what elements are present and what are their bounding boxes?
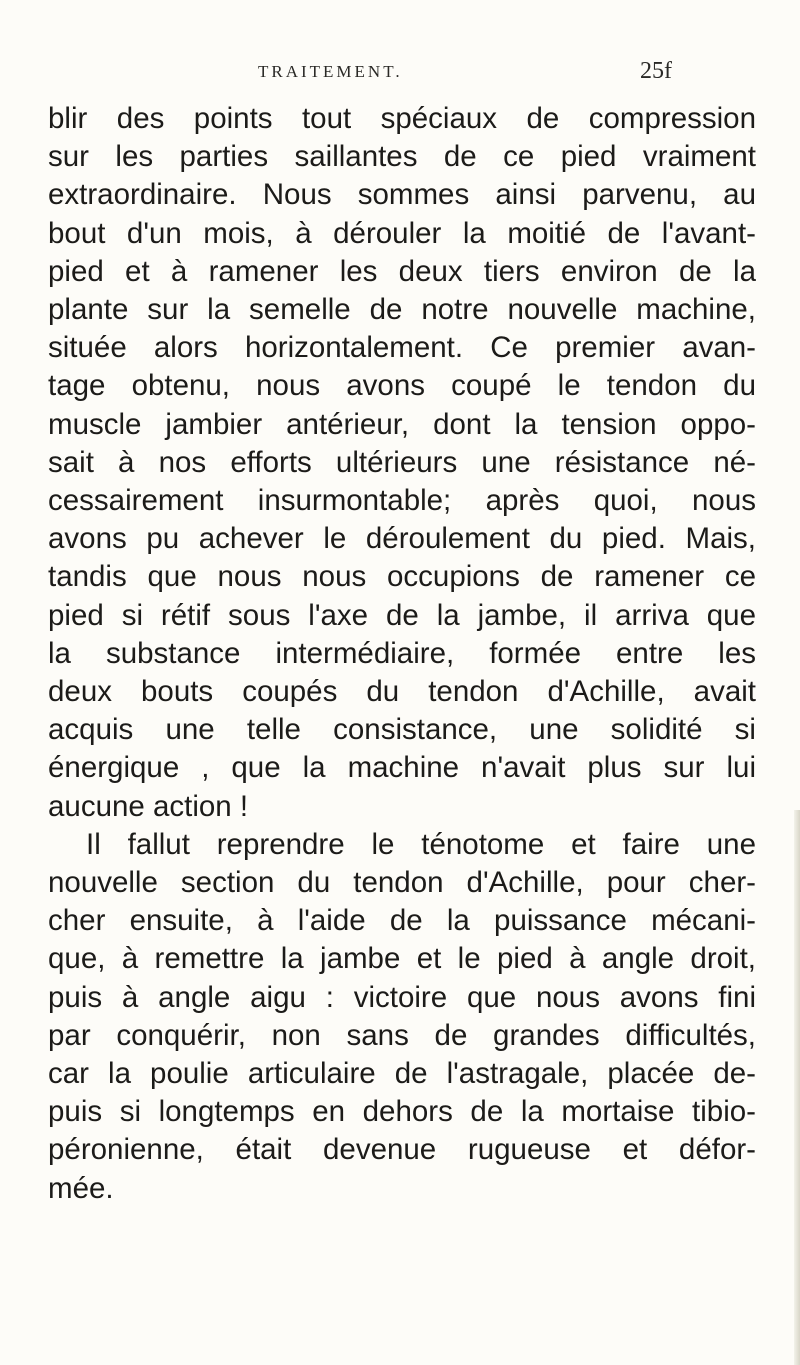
text-line: énergique , que la machine n'avait plus sur lui xyxy=(48,751,756,785)
text-line: puis si longtemps en dehors de la mortaise tibio- xyxy=(48,1095,756,1129)
text-line: mée. xyxy=(48,1171,114,1205)
text-line: blir des points tout spéciaux de compression xyxy=(48,102,756,135)
text-line: car la poulie articulaire de l'astragale, placée de- xyxy=(48,1057,756,1091)
text-line: acquis une telle consistance, une solidité si xyxy=(48,713,756,747)
text-line: tage obtenu, nous avons coupé le tendon du xyxy=(48,369,756,403)
text-line: deux bouts coupés du tendon d'Achille, avait xyxy=(48,675,756,709)
text-line: bout d'un mois, à dérouler la moitié de l'avant- xyxy=(48,216,756,250)
text-line: plante sur la semelle de notre nouvelle machine, xyxy=(48,293,756,327)
text-line: cessairement insurmontable; après quoi, nous xyxy=(48,484,756,518)
text-line: pied si rétif sous l'axe de la jambe, il arriva que xyxy=(48,598,756,632)
running-head: TRAITEMENT. xyxy=(258,62,403,81)
text-line: péronienne, était devenue rugueuse et défor- xyxy=(48,1133,756,1167)
body-text xyxy=(48,100,756,1208)
page-edge-shadow xyxy=(794,810,800,1365)
text-line: tandis que nous nous occupions de ramener ce xyxy=(48,560,756,594)
page-number: 25f xyxy=(640,58,672,84)
text-line: pied et à ramener les deux tiers environ de la xyxy=(48,254,756,288)
text-line: avons pu achever le déroulement du pied. Mais, xyxy=(48,522,756,556)
text-line: aucune action ! xyxy=(48,789,249,823)
text-line: nouvelle section du tendon d'Achille, pour cher- xyxy=(48,866,756,900)
text-line: située alors horizontalement. Ce premier avan- xyxy=(48,331,756,365)
text-line: sait à nos efforts ultérieurs une résistance né- xyxy=(48,445,756,479)
text-line: que, à remettre la jambe et le pied à angle droit, xyxy=(48,942,756,976)
text-line: la substance intermédiaire, formée entre les xyxy=(48,636,756,670)
text-line: par conquérir, non sans de grandes difficultés, xyxy=(48,1018,756,1052)
text-line: puis à angle aigu : victoire que nous avons fini xyxy=(48,980,756,1014)
text-line: cher ensuite, à l'aide de la puissance mécani- xyxy=(48,904,756,938)
text-line: extraordinaire. Nous sommes ainsi parvenu, au xyxy=(48,178,756,212)
text-line: muscle jambier antérieur, dont la tension oppo- xyxy=(48,407,756,441)
text-line: sur les parties saillantes de ce pied vraiment xyxy=(48,140,756,174)
paragraph-start-line: Il fallut reprendre le ténotome et faire une xyxy=(86,827,756,861)
